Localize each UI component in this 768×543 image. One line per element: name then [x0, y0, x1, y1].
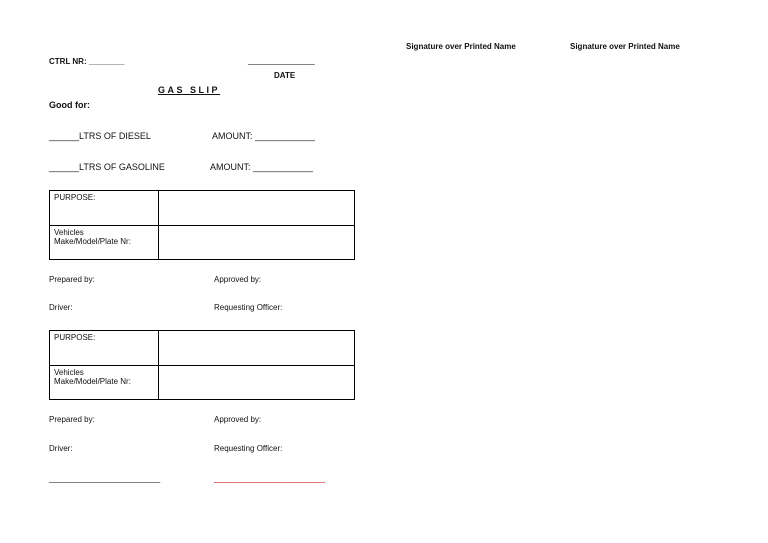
signature-line-left: _________________________	[49, 474, 161, 483]
signature-line-right: _________________________	[214, 474, 326, 483]
purpose-value-cell	[159, 331, 355, 366]
approved-by-label: Approved by:	[214, 275, 262, 284]
vehicles-label: Vehicles Make/Model/Plate Nr:	[50, 366, 159, 400]
purpose-table-1	[49, 190, 355, 260]
diesel-liters-field: ______LTRS OF DIESEL	[49, 131, 151, 141]
good-for-label: Good for:	[49, 100, 90, 110]
date-line: _______________	[248, 56, 315, 65]
purpose-label: PURPOSE:	[50, 191, 159, 226]
vehicles-value-cell	[159, 226, 355, 260]
purpose-table-2	[49, 330, 355, 400]
prepared-by-label: Prepared by:	[49, 415, 95, 424]
gasoline-amount-field: AMOUNT: ____________	[210, 162, 314, 172]
signature-label-left: Signature over Printed Name	[406, 42, 516, 51]
control-number-field: CTRL NR: ________	[49, 57, 125, 66]
gasoline-liters-field: ______LTRS OF GASOLINE	[49, 162, 165, 172]
purpose-value-cell	[159, 191, 355, 226]
date-label: DATE	[274, 71, 296, 80]
signature-label-right: Signature over Printed Name	[570, 42, 680, 51]
driver-label: Driver:	[49, 303, 73, 312]
driver-label: Driver:	[49, 444, 73, 453]
diesel-amount-field: AMOUNT: ____________	[212, 131, 316, 141]
vehicles-value-cell	[159, 366, 355, 400]
prepared-by-label: Prepared by:	[49, 275, 95, 284]
requesting-officer-label: Requesting Officer:	[214, 303, 283, 312]
approved-by-label: Approved by:	[214, 415, 262, 424]
vehicles-label: Vehicles Make/Model/Plate Nr:	[50, 226, 159, 260]
requesting-officer-label: Requesting Officer:	[214, 444, 283, 453]
page-title: GAS SLIP	[158, 85, 221, 95]
purpose-label: PURPOSE:	[50, 331, 159, 366]
